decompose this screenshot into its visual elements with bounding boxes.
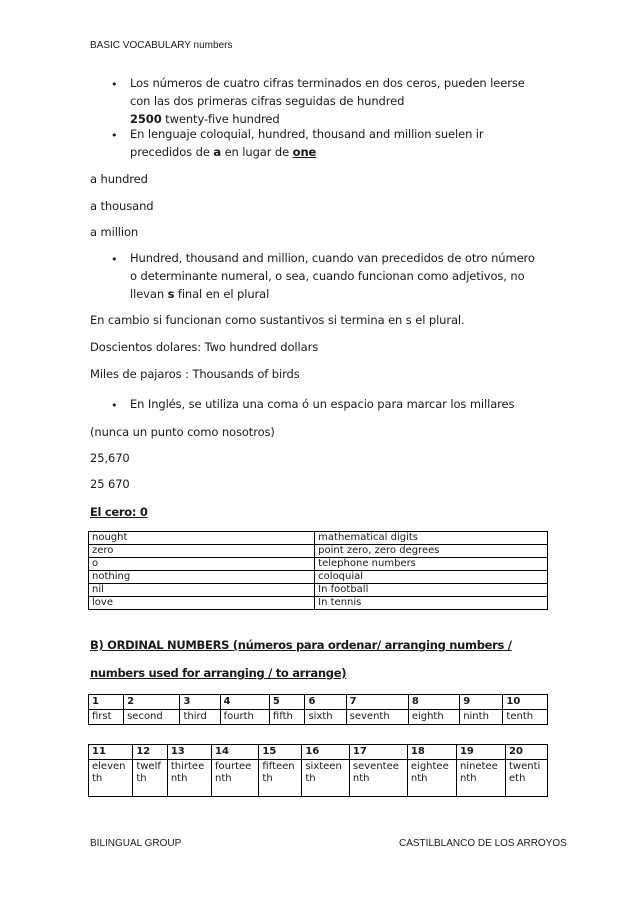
zero-usage-cell: coloquial	[315, 571, 548, 584]
ordinal-word-part: th	[136, 773, 147, 784]
ordinal-number-row-cell: 13	[167, 745, 211, 760]
ordinal-number-row	[89, 695, 548, 710]
ordinal-word-row-cell: sixth	[305, 710, 346, 725]
ordinal-number-row-cell: 4	[220, 695, 269, 710]
ordinal-word-part: th	[92, 773, 103, 784]
ordinal-number-row-cell: 15	[259, 745, 302, 760]
ordinals-table-1	[88, 694, 548, 725]
ordinal-word-row	[89, 760, 548, 797]
ordinal-word-cell	[302, 760, 350, 797]
ordinal-word-row-cell: tenth	[503, 710, 548, 725]
word-line: a hundred	[90, 172, 148, 186]
zero-table	[88, 531, 548, 610]
zero-usage-cell: In football	[315, 584, 548, 597]
ordinal-word-part: nth	[352, 773, 370, 784]
zero-word-cell: zero	[89, 545, 315, 558]
ordinal-word-part: eth	[509, 773, 526, 784]
ordinal-word-part: fifteen	[262, 761, 295, 772]
ordinal-word-part: eightee	[410, 761, 449, 772]
bullet-line	[130, 143, 550, 161]
ordinal-word-row-cell: ninth	[460, 710, 503, 725]
ordinal-number-row-cell: 9	[460, 695, 503, 710]
word-line: a thousand	[90, 199, 154, 213]
ordinal-word-cell	[212, 760, 259, 797]
bullet-comma: En Inglés, se utiliza una coma ó un espacio para marcar los millares	[130, 397, 515, 411]
ordinal-word-cell	[259, 760, 302, 797]
bullet-line	[130, 285, 550, 303]
page-header: BASIC VOCABULARY numbers	[90, 40, 233, 51]
example-number: 25,670	[90, 451, 130, 465]
bullet-plural	[130, 249, 550, 303]
bold-word: a	[213, 145, 222, 159]
zero-table-row	[89, 532, 548, 545]
ordinal-number-row-cell: 20	[506, 745, 548, 760]
footer-left: BILINGUAL GROUP	[90, 838, 182, 849]
bullet-dot: •	[111, 253, 118, 266]
paragraph: En cambio si funcionan como sustantivos si termina en s el plural.	[90, 313, 465, 327]
ordinal-number-row-cell: 1	[89, 695, 124, 710]
ordinal-word-part: nth	[215, 773, 232, 784]
bullet-dot: •	[111, 399, 118, 412]
bullet-dot: •	[111, 78, 118, 91]
ordinal-number-row-cell: 3	[180, 695, 220, 710]
bold-example: 2500	[130, 112, 162, 126]
ordinal-word-part: nth	[459, 773, 477, 784]
section-b-title: B) ORDINAL NUMBERS (números para ordenar/ arranging numbers /	[90, 638, 512, 652]
ordinal-word-cell	[167, 760, 211, 797]
zero-table-row	[89, 571, 548, 584]
zero-table-row	[89, 558, 548, 571]
ordinal-word-part: seventee	[352, 761, 399, 772]
ordinal-word-row-cell: eighth	[408, 710, 459, 725]
ordinal-word-row-cell: seventh	[346, 710, 408, 725]
zero-word-cell: o	[89, 558, 315, 571]
ordinal-word-part: twelf	[136, 761, 161, 772]
word-line: a million	[90, 225, 139, 239]
bullet-line: o determinante numeral, o sea, cuando funcionan como adjetivos, no	[130, 269, 525, 283]
ordinal-word-cell	[349, 760, 407, 797]
ordinal-word-row-cell: fifth	[269, 710, 305, 725]
underlined-word: one	[292, 145, 317, 159]
zero-table-row	[89, 597, 548, 610]
bullet-line: En lenguaje coloquial, hundred, thousand and million suelen ir	[130, 127, 484, 141]
example-text: twenty-five hundred	[161, 112, 280, 126]
ordinal-word-row-cell: first	[89, 710, 124, 725]
zero-table-row	[89, 545, 548, 558]
example-number: 25 670	[90, 477, 130, 491]
ordinal-word-part: sixteen	[305, 761, 342, 772]
section-b-subtitle: numbers used for arranging / to arrange)	[90, 666, 347, 680]
text: llevan	[130, 287, 168, 301]
ordinal-word-cell	[506, 760, 548, 797]
text: final en el plural	[174, 287, 270, 301]
ordinal-number-row-cell: 6	[305, 695, 346, 710]
ordinal-number-row-cell: 11	[89, 745, 133, 760]
zero-usage-cell: In tennis	[315, 597, 548, 610]
paragraph: Doscientos dolares: Two hundred dollars	[90, 340, 319, 354]
bullet-line: Hundred, thousand and million, cuando van precedidos de otro número	[130, 251, 535, 265]
ordinal-word-row-cell: third	[180, 710, 220, 725]
zero-table-row	[89, 584, 548, 597]
ordinal-word-part: th	[262, 773, 273, 784]
ordinal-word-row	[89, 710, 548, 725]
ordinal-word-part: eleven	[92, 761, 126, 772]
ordinal-word-part: th	[305, 773, 316, 784]
zero-word-cell: nought	[89, 532, 315, 545]
text: en lugar de	[221, 145, 293, 159]
ordinal-number-row-cell: 12	[133, 745, 168, 760]
bullet-four-digit	[130, 74, 550, 128]
ordinal-number-row-cell: 19	[456, 745, 505, 760]
zero-heading: El cero: 0	[90, 505, 148, 519]
ordinal-word-cell	[456, 760, 505, 797]
bullet-line: Los números de cuatro cifras terminados en dos ceros, pueden leerse	[130, 76, 525, 90]
ordinals-table-2	[88, 744, 548, 797]
bold-letter: s	[167, 287, 175, 301]
ordinal-number-row-cell: 17	[349, 745, 407, 760]
ordinal-word-cell	[89, 760, 133, 797]
zero-usage-cell: mathematical digits	[315, 532, 548, 545]
ordinal-number-row-cell: 18	[407, 745, 456, 760]
ordinal-number-row-cell: 14	[212, 745, 259, 760]
ordinal-number-row-cell: 2	[124, 695, 180, 710]
bullet-line: con las dos primeras cifras seguidas de hundred	[130, 94, 405, 108]
ordinal-word-cell	[133, 760, 168, 797]
ordinal-word-cell	[407, 760, 456, 797]
ordinal-word-part: nth	[410, 773, 428, 784]
ordinal-number-row-cell: 16	[302, 745, 350, 760]
ordinal-word-row-cell: fourth	[220, 710, 269, 725]
ordinal-word-part: twenti	[509, 761, 541, 772]
bullet-dot: •	[111, 129, 118, 142]
ordinal-word-part: fourtee	[215, 761, 252, 772]
footer-right: CASTILBLANCO DE LOS ARROYOS	[399, 838, 567, 849]
zero-usage-cell: point zero, zero degrees	[315, 545, 548, 558]
paragraph: Miles de pajaros : Thousands of birds	[90, 367, 300, 381]
text: precedidos de	[130, 145, 214, 159]
ordinal-number-row-cell: 7	[346, 695, 408, 710]
ordinal-number-row-cell: 8	[408, 695, 459, 710]
ordinal-word-part: thirtee	[170, 761, 205, 772]
bullet-coloquial	[130, 125, 550, 161]
ordinal-number-row-cell: 5	[269, 695, 305, 710]
ordinal-number-row-cell: 10	[503, 695, 548, 710]
zero-word-cell: love	[89, 597, 315, 610]
ordinal-word-part: nth	[170, 773, 188, 784]
ordinal-word-row-cell: second	[124, 710, 180, 725]
zero-word-cell: nothing	[89, 571, 315, 584]
zero-word-cell: nil	[89, 584, 315, 597]
comma-note: (nunca un punto como nosotros)	[90, 425, 275, 439]
zero-usage-cell: telephone numbers	[315, 558, 548, 571]
ordinal-number-row	[89, 745, 548, 760]
ordinal-word-part: ninetee	[459, 761, 498, 772]
